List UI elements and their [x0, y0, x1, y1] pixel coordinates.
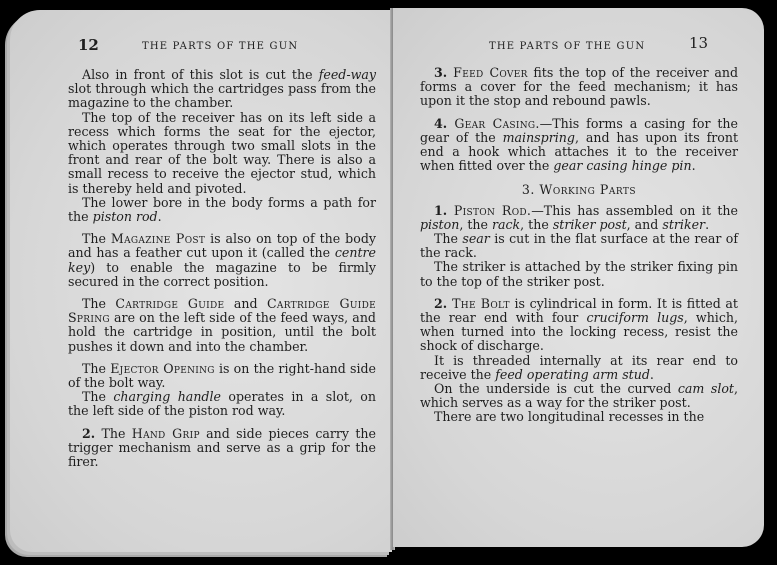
paragraph: The Ejector Opening is on the right-hand side of the bolt way. [68, 360, 376, 391]
running-head-left: THE PARTS OF THE GUN [142, 41, 299, 52]
paragraph: There are two longitudinal recesses in the [434, 409, 705, 425]
paragraph: The striker is attached by the striker fixing pin to the top of the striker post. [420, 259, 738, 289]
paragraph: The charging handle operates in a slot, on the left side of the piston rod way. [68, 389, 376, 419]
paragraph: The top of the receiver has on its left side a recess which forms the seat for the ejector, which operates through two small slots in the front and rear of the bolt way. There is also a small recess to receive the ejector stud, which is thereby held and pivoted. [68, 109, 376, 196]
left-page-body [68, 68, 376, 469]
paragraph: The sear is cut in the flat surface at the rear of the rack. [420, 231, 738, 261]
paragraph: 2. The Hand Grip and side pieces carry the trigger mechanism and serve as a grip for the firer. [68, 425, 376, 470]
right-page-body [420, 66, 738, 425]
paragraph: 4. Gear Casing.—This forms a casing for the gear of the mainspring, and has upon its front end a hook which attaches it to the receiver when fitted over the gear casing hinge pin. [420, 115, 739, 174]
paragraph: On the underside is cut the curved cam slot, which serves as a way for the striker post. [420, 381, 739, 411]
paragraph: It is threaded internally at its rear end to receive the feed operating arm stud. [420, 352, 738, 382]
left-page [10, 10, 392, 552]
paragraph: Also in front of this slot is cut the feed-way slot through which the cartridges pass from the magazine to the chamber. [68, 67, 376, 111]
paragraph: 2. The Bolt is cylindrical in form. It is fitted at the rear end with four cruciform lugs, which, when turned into the locking recess, resist the shock of discharge. [420, 295, 739, 354]
paragraph: The Magazine Post is also on top of the body and has a feather cut upon it (called the centre key) to enable the magazine to be firmly secured in the correct position. [68, 231, 376, 289]
paragraph: The lower bore in the body forms a path for the piston rod. [68, 194, 376, 225]
right-page [393, 8, 764, 547]
paragraph: The Cartridge Guide and Cartridge Guide Spring are on the left side of the feed ways, and hold the cartridge in position, until the bolt pushes it down and into the chamber. [68, 296, 376, 354]
section-heading: 3. Working Parts [521, 182, 637, 198]
paragraph: 1. Piston Rod.—This has assembled on it the piston, the rack, the striker post, and striker. [420, 202, 738, 232]
paragraph: 3. Feed Cover fits the top of the receiver and forms a cover for the feed mechanism; it has upon it the stop and rebound pawls. [420, 65, 739, 109]
page-number-left: 12 [78, 36, 99, 54]
page-number-right: 13 [689, 34, 709, 52]
running-head-right: THE PARTS OF THE GUN [489, 41, 646, 52]
